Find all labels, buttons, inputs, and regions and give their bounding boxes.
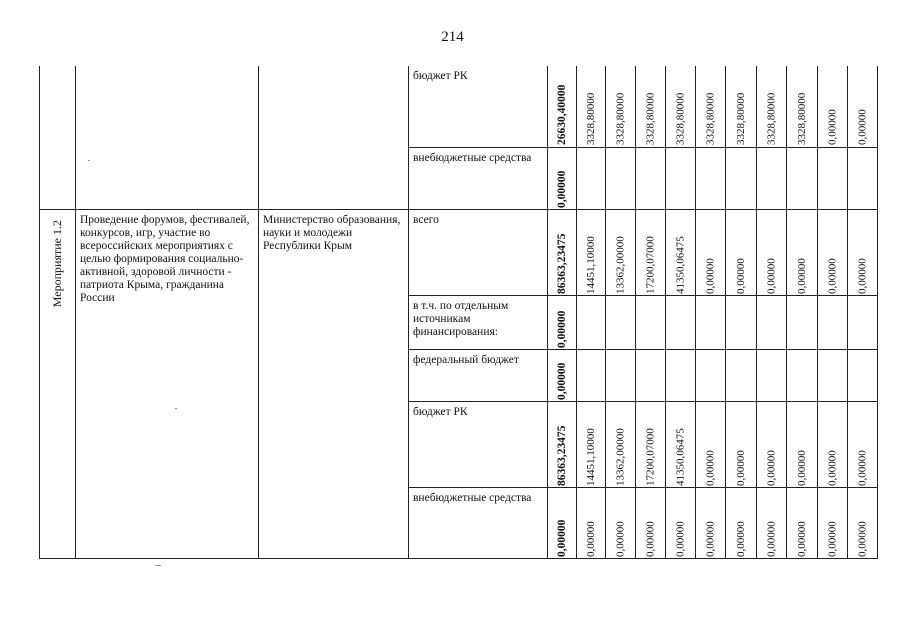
- year-value: [666, 350, 695, 400]
- year-cell: [606, 401, 636, 487]
- budget-table-body: [40, 66, 878, 558]
- funding-source-label: всего: [413, 213, 439, 226]
- year-value: [848, 148, 877, 208]
- total-cell: [548, 66, 577, 147]
- funding-source-label: внебюджетные средства: [413, 491, 532, 504]
- year-value: [636, 148, 665, 208]
- funding-source-label: внебюджетные средства: [413, 151, 532, 164]
- year-cell: [696, 349, 726, 401]
- year-value: [666, 296, 695, 348]
- total-value: 0,00000: [556, 362, 568, 400]
- label-cell-empty: [40, 66, 76, 209]
- year-value: [818, 296, 847, 348]
- year-value: 0,00000: [856, 520, 869, 557]
- year-cell: [577, 209, 606, 295]
- year-value: 3328,80000: [614, 92, 627, 145]
- year-value: [726, 350, 756, 400]
- year-value: [848, 350, 877, 400]
- source-cell: [409, 209, 548, 295]
- year-cell: [577, 401, 606, 487]
- year-value: [577, 296, 605, 348]
- year-cell: [577, 349, 606, 401]
- source-cell: [409, 66, 548, 147]
- measure-name: Проведение форумов, фестивалей, конкурсов, игр, участие во всероссийских мероприятиях с целью формирования социально-активной, здоровой личности - патриота Крыма, гражданина России: [80, 213, 250, 304]
- year-value: 0,00000: [826, 109, 839, 145]
- year-cell: [666, 401, 696, 487]
- year-cell: [818, 401, 848, 487]
- funding-source-label: федеральный бюджет: [413, 353, 519, 366]
- year-cell: [696, 209, 726, 295]
- total-cell: [548, 209, 577, 295]
- year-value: [818, 350, 847, 400]
- scan-speck: [155, 565, 161, 566]
- year-cell: [636, 349, 666, 401]
- year-value: 3328,80000: [796, 92, 808, 145]
- year-value: [787, 148, 817, 208]
- year-cell: [606, 487, 636, 558]
- year-value: 0,00000: [674, 520, 687, 557]
- year-value: 3328,80000: [735, 92, 747, 145]
- year-value: [606, 350, 635, 400]
- year-cell: [666, 487, 696, 558]
- year-cell: [666, 209, 696, 295]
- executor-cell-empty: [259, 66, 409, 209]
- year-cell: [848, 209, 878, 295]
- measure-name-cell: [76, 209, 259, 558]
- year-cell: [787, 66, 818, 147]
- year-cell: [818, 66, 848, 147]
- year-cell: [636, 487, 666, 558]
- source-cell: [409, 401, 548, 487]
- total-cell: [548, 487, 577, 558]
- year-value: 3328,80000: [765, 92, 778, 145]
- year-cell: [848, 147, 878, 209]
- year-value: 41350,06475: [674, 427, 687, 486]
- year-value: 0,00000: [735, 257, 747, 294]
- year-cell: [757, 487, 787, 558]
- year-cell: [818, 147, 848, 209]
- year-value: [726, 148, 756, 208]
- year-cell: [726, 295, 757, 349]
- year-cell: [577, 147, 606, 209]
- source-cell: [409, 147, 548, 209]
- source-cell: [409, 487, 548, 558]
- year-cell: [787, 295, 818, 349]
- year-cell: [757, 66, 787, 147]
- year-value: 0,00000: [704, 449, 717, 486]
- year-value: 13362,00000: [614, 235, 627, 294]
- year-value: 0,00000: [826, 449, 839, 486]
- year-cell: [726, 66, 757, 147]
- year-cell: [696, 147, 726, 209]
- year-cell: [666, 295, 696, 349]
- total-cell: [548, 349, 577, 401]
- year-cell: [848, 401, 878, 487]
- year-cell: [757, 401, 787, 487]
- year-cell: [848, 487, 878, 558]
- total-cell: [548, 295, 577, 349]
- year-value: 0,00000: [796, 257, 808, 294]
- year-value: 3328,80000: [585, 92, 597, 145]
- year-value: [636, 350, 665, 400]
- year-cell: [726, 487, 757, 558]
- year-value: 14451,10000: [585, 235, 597, 294]
- year-cell: [726, 209, 757, 295]
- year-cell: [818, 295, 848, 349]
- year-value: 0,00000: [765, 520, 778, 557]
- year-cell: [666, 349, 696, 401]
- year-value: [606, 296, 635, 348]
- year-value: 13362,00000: [614, 427, 627, 486]
- measure-label-cell: [40, 209, 76, 558]
- year-cell: [757, 349, 787, 401]
- year-cell: [696, 401, 726, 487]
- total-value: 0,00000: [556, 519, 568, 557]
- year-cell: [787, 147, 818, 209]
- year-value: 3328,80000: [644, 92, 657, 145]
- funding-source-label: бюджет РК: [413, 405, 468, 418]
- year-value: 14451,10000: [585, 427, 597, 486]
- year-cell: [606, 295, 636, 349]
- year-value: 0,00000: [644, 520, 657, 557]
- year-value: 0,00000: [826, 520, 839, 557]
- year-cell: [606, 147, 636, 209]
- year-cell: [787, 401, 818, 487]
- year-value: 0,00000: [765, 257, 778, 294]
- table-row: [40, 209, 878, 295]
- budget-table: [39, 66, 878, 559]
- year-cell: [818, 487, 848, 558]
- year-cell: [577, 66, 606, 147]
- year-value: 0,00000: [856, 449, 869, 486]
- year-value: [666, 148, 695, 208]
- year-cell: [636, 66, 666, 147]
- year-cell: [577, 295, 606, 349]
- year-cell: [577, 487, 606, 558]
- year-cell: [787, 487, 818, 558]
- year-value: [636, 296, 665, 348]
- year-cell: [848, 66, 878, 147]
- year-cell: [666, 147, 696, 209]
- year-value: 0,00000: [856, 257, 869, 294]
- year-value: 0,00000: [585, 520, 597, 557]
- page-number: 214: [441, 29, 464, 45]
- year-value: 0,00000: [614, 520, 627, 557]
- year-value: 0,00000: [704, 257, 717, 294]
- year-cell: [606, 349, 636, 401]
- year-value: 0,00000: [796, 520, 808, 557]
- year-cell: [636, 209, 666, 295]
- year-cell: [636, 401, 666, 487]
- year-value: 0,00000: [856, 109, 869, 145]
- executor-cell: [259, 209, 409, 558]
- year-cell: [726, 349, 757, 401]
- year-value: 0,00000: [735, 520, 747, 557]
- total-value: 0,00000: [556, 310, 568, 348]
- total-cell: [548, 401, 577, 487]
- year-value: 41350,06475: [674, 235, 687, 294]
- year-value: [577, 350, 605, 400]
- year-value: 0,00000: [826, 257, 839, 294]
- total-value: 86363,23475: [556, 233, 568, 294]
- year-cell: [666, 66, 696, 147]
- year-value: [577, 148, 605, 208]
- year-cell: [636, 295, 666, 349]
- year-value: [696, 350, 725, 400]
- year-cell: [726, 147, 757, 209]
- year-cell: [606, 66, 636, 147]
- measure-label: Мероприятие 1.2: [50, 219, 64, 308]
- year-value: [757, 350, 786, 400]
- funding-source-label: бюджет РК: [413, 70, 468, 82]
- year-cell: [726, 401, 757, 487]
- year-cell: [848, 349, 878, 401]
- source-cell: [409, 349, 548, 401]
- year-cell: [787, 349, 818, 401]
- year-cell: [848, 295, 878, 349]
- year-value: [696, 148, 725, 208]
- year-value: 3328,80000: [704, 92, 717, 145]
- total-cell: [548, 147, 577, 209]
- scan-speck: [175, 408, 177, 409]
- year-value: [848, 296, 877, 348]
- funding-source-label: в т.ч. по отдельным источникам финансирования:: [413, 299, 509, 338]
- year-cell: [696, 295, 726, 349]
- total-value: 0,00000: [556, 170, 568, 208]
- year-cell: [818, 349, 848, 401]
- year-value: 0,00000: [765, 449, 778, 486]
- table-row: [40, 66, 878, 147]
- source-cell: [409, 295, 548, 349]
- year-value: 17200,07000: [644, 235, 657, 294]
- year-cell: [606, 209, 636, 295]
- year-cell: [696, 66, 726, 147]
- year-value: [606, 148, 635, 208]
- year-value: [726, 296, 756, 348]
- year-value: 17200,07000: [644, 427, 657, 486]
- scan-speck: [88, 160, 90, 161]
- name-cell-empty: [76, 66, 259, 209]
- year-cell: [757, 209, 787, 295]
- year-value: 0,00000: [796, 449, 808, 486]
- year-value: 0,00000: [704, 520, 717, 557]
- year-value: [818, 148, 847, 208]
- year-value: [787, 296, 817, 348]
- year-cell: [636, 147, 666, 209]
- year-value: [757, 296, 786, 348]
- year-value: [787, 350, 817, 400]
- year-value: 0,00000: [735, 449, 747, 486]
- year-cell: [757, 147, 787, 209]
- year-value: 3328,80000: [674, 92, 687, 145]
- year-cell: [696, 487, 726, 558]
- year-value: [696, 296, 725, 348]
- executor-name: Министерство образования, науки и молодежи Республики Крым: [263, 213, 401, 252]
- year-cell: [757, 295, 787, 349]
- total-value: 86363,23475: [556, 425, 568, 486]
- total-value: 26630,40000: [556, 84, 568, 145]
- year-cell: [818, 209, 848, 295]
- year-value: [757, 148, 786, 208]
- year-cell: [787, 209, 818, 295]
